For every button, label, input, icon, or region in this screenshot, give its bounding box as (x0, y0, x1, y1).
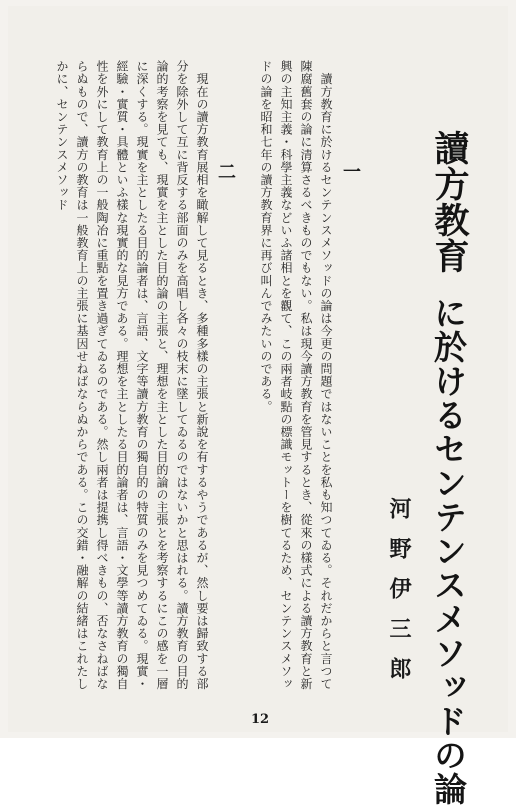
author-name: 河野伊三郎 (386, 497, 412, 697)
section-one-text (236, 60, 336, 700)
article-subtitle: に於けるセンテンスメソッドの論 (429, 296, 468, 806)
section-one-paragraph: 讀方教育に於けるセンテンスメソッドの論は今更の問題ではないことを私も知つてゐる。それだからと言つて陳腐舊套の論に清算さるべきものでもない。私は現今讀方教育を管見するとき、從來の樣式による讀方教育と新興の主知主義・科學主義などいふ諸相とを觀て、この兩者岐點の標識モットーを樹てるため、センテンスメソッドの論を昭和七年の讀方教育界に再び叫んでみたいのである。 (259, 60, 333, 690)
section-two-text (50, 60, 212, 700)
page-number: 12 (250, 712, 270, 727)
section-two-paragraph: 現在の讀方教育展相を瞰解して見るとき、多種多樣の主張と新說を有するやうであるが、然し要は歸致する部分を除外して互に背反する部面のみを高唱し各々の枝末に墜してゐるのではないかと思はれる。讀方教育の目的論的考察を見ても、現實を主とした目的論の主張と、理想を主とした目的論の主張とを考察するにこの感を一層に深くする。現實を主としたる目的論者は、言語、文字等讀方教育の獨自的の特質のみを見つめてゐる。現實・經驗・實質・具體といふ樣な現實的な見方である。理想を主としたる目的論者は、言語・文學等讀方教育の獨自性を外にして教育上の一般陶冶に重點を置き過ぎてゐるのである。然し兩者は提携し得べきもの、否なさねばならぬもので、讀方の教育は一般教育上の主張に基因せねばならぬからである。この交錯・融解の結緒はこれたしかに、センテンスメソッド (55, 60, 209, 690)
section-heading-one: 一 (340, 162, 361, 180)
article-title: 讀方教育 (429, 130, 470, 274)
section-heading-two: 二 (215, 162, 236, 180)
